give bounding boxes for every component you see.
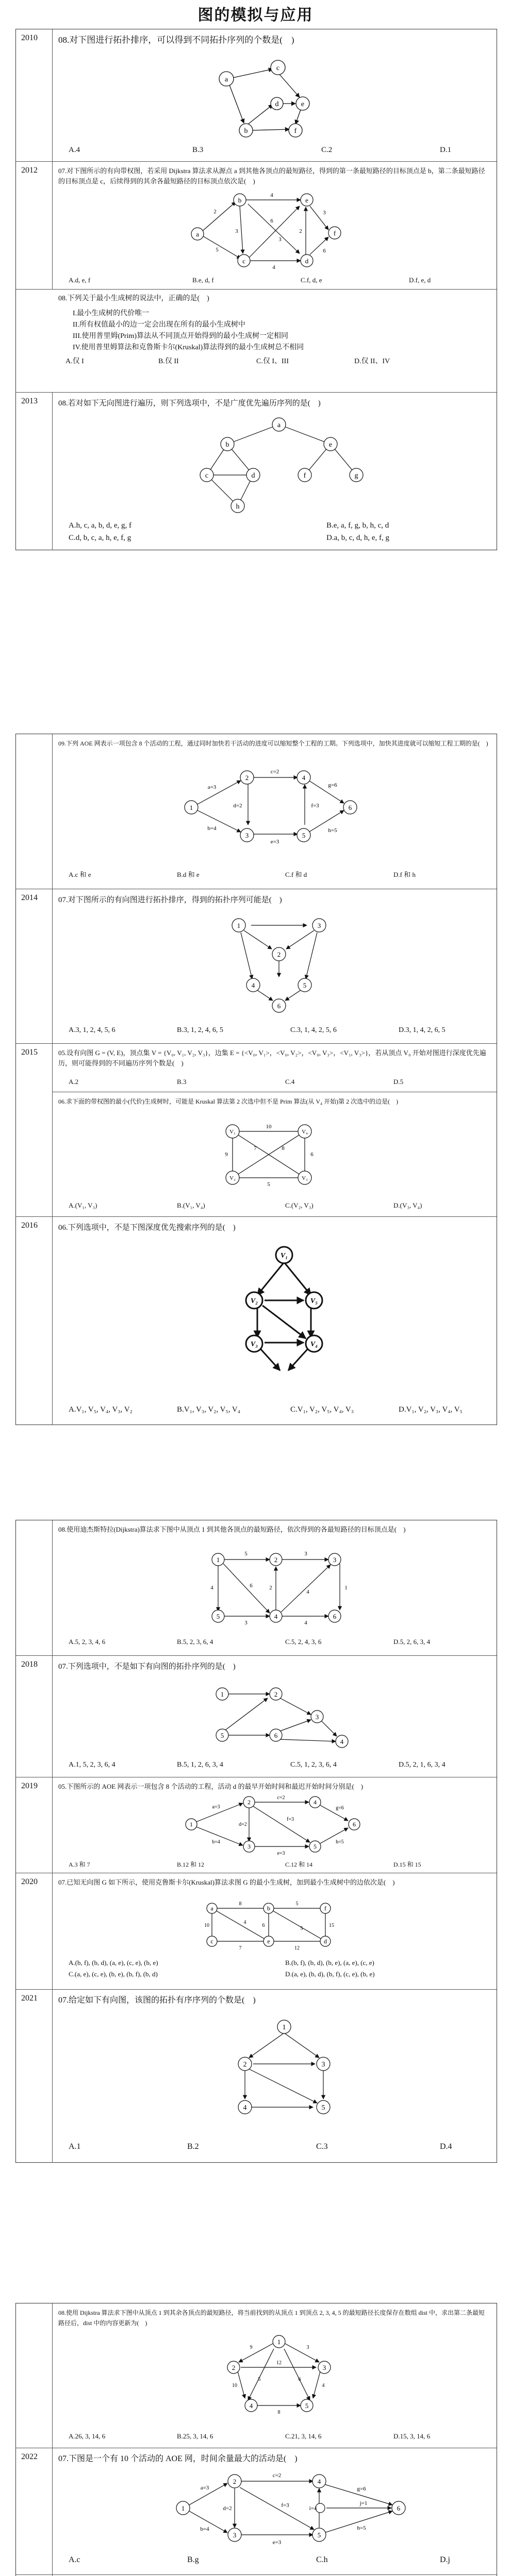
- graph-2014: [202, 910, 356, 1018]
- year-label: 2012: [16, 162, 53, 290]
- svg-text:V₂: V₂: [229, 1175, 236, 1181]
- svg-text:a=3: a=3: [207, 784, 217, 790]
- svg-text:6: 6: [298, 2377, 301, 2382]
- svg-text:9: 9: [225, 1151, 228, 1158]
- graph-2010: [186, 52, 341, 145]
- svg-text:V₄: V₄: [302, 1129, 308, 1135]
- svg-text:6: 6: [397, 2504, 401, 2512]
- svg-text:5: 5: [267, 1181, 270, 1188]
- svg-text:4: 4: [306, 1589, 309, 1595]
- question-text: 07.已知无向图 G 如下所示，使用克鲁斯卡尔(Kruskal)算法求图 G 的最小生成树，加到最小生成树中的边依次是( ): [58, 1878, 395, 1886]
- svg-text:5: 5: [302, 832, 306, 839]
- question-text: 07.对下图所示的有向图进行拓扑排序，得到的拓扑序列可能是( ): [58, 896, 282, 904]
- year-label: 2021: [16, 1990, 53, 2163]
- svg-text:2: 2: [243, 2061, 247, 2069]
- svg-text:4: 4: [272, 264, 275, 270]
- svg-text:4: 4: [251, 981, 255, 989]
- svg-text:V₃: V₃: [250, 1341, 258, 1348]
- svg-text:b=4: b=4: [200, 2526, 209, 2532]
- graph-2020: [191, 1897, 356, 1954]
- svg-text:5: 5: [220, 1732, 224, 1739]
- svg-text:h=5: h=5: [336, 1839, 344, 1845]
- svg-text:V₁: V₁: [229, 1129, 236, 1135]
- graph-2013: [176, 413, 403, 516]
- svg-text:6: 6: [277, 1002, 281, 1010]
- svg-text:d: d: [324, 1938, 327, 1945]
- row-aoe: 09.下列 AOE 网表示一项包含 8 个活动的工程，通过同时加快若干活动的进度可以缩短整个工程的工期。下列选项中，加快其进度就可以缩短工程工期的是( ) 1 2 3 4 5 6 a=3 b=4 c=2 d=2 e=3 f=3 g=6 h=5 A.c 和 e B.d 和 e C.f 和 d D.f 和 h: [16, 734, 497, 889]
- svg-text:4: 4: [210, 1585, 213, 1591]
- svg-text:6: 6: [250, 1583, 253, 1589]
- svg-text:4: 4: [302, 774, 306, 782]
- svg-text:1: 1: [216, 1556, 220, 1564]
- svg-text:6: 6: [274, 1732, 278, 1739]
- svg-text:a: a: [210, 1905, 213, 1912]
- question-text: 07.对下图所示的有向带权图，若采用 Dijkstra 算法求从源点 a 到其他各顶点的最短路径，得到的第一条最短路径的目标顶点是 b，第二条最短路径的目标顶点是 c，后续得到的其余各最短路径的目标顶点依次是( ): [58, 167, 485, 185]
- svg-text:2: 2: [277, 951, 281, 958]
- svg-text:g: g: [354, 472, 358, 480]
- svg-text:c: c: [205, 472, 209, 480]
- svg-text:1: 1: [190, 1821, 193, 1828]
- svg-text:5: 5: [244, 1551, 248, 1557]
- svg-text:5: 5: [305, 2402, 309, 2410]
- svg-text:2: 2: [299, 228, 302, 234]
- year-label: 2020: [16, 1873, 53, 1990]
- svg-text:2: 2: [213, 209, 217, 215]
- panel-4: [15, 2303, 497, 2576]
- svg-text:8: 8: [282, 1145, 285, 1151]
- option-a: A.4: [69, 146, 80, 154]
- row-2015: 2015 05.设有向图 G = (V, E)，顶点集 V = {V₀, V₁, V₂, V₃}，边集 E = {<V₀, V₁>，<V₀, V₂>，<V₀, V₃>，<V₁, V₃>}，若从顶点 V₀ 开始对图进行深度优先遍历，则可能得到的不同遍历序列个数是( ) A.2 B.3 C.4 D.5: [16, 1043, 497, 1092]
- svg-text:g=6: g=6: [336, 1805, 344, 1811]
- svg-text:j=1: j=1: [359, 2500, 368, 2506]
- node-label: a: [224, 76, 228, 83]
- question-text: 08.下列关于最小生成树的说法中，正确的是( ): [58, 295, 209, 302]
- svg-text:5: 5: [295, 1901, 299, 1907]
- svg-text:b=4: b=4: [212, 1839, 220, 1845]
- node-label: b: [244, 127, 248, 135]
- svg-text:e: e: [328, 441, 333, 449]
- option-d: D.1: [440, 146, 452, 154]
- node-label: d: [275, 100, 279, 108]
- svg-text:b: b: [267, 1905, 270, 1912]
- row-2021: 2021 07.给定如下有向图，该图的拓扑有序序列的个数是( ) 1 2 3 4 5 A.1 B.2 C.3 D.4: [16, 1989, 497, 2163]
- svg-text:8: 8: [239, 1901, 242, 1907]
- svg-text:12: 12: [294, 1945, 300, 1951]
- svg-text:3: 3: [233, 2531, 237, 2539]
- year-label: [16, 734, 53, 889]
- node-label: c: [276, 64, 280, 72]
- svg-text:5: 5: [258, 2377, 261, 2382]
- node-label: e: [301, 100, 305, 108]
- question-text: 08.若对如下无向图进行遍历，则下列选项中，不是广度优先遍历序列的是( ): [58, 399, 321, 408]
- row-dijkstra-2: 08.使用 Dijkstra 算法求下图中从顶点 1 到其余各顶点的最短路径，将当前找到的从顶点 1 到顶点 2, 3, 4, 5 的最短路径长度保存在数组 dist 中，求出第二条最短路径后，dist 中的内容更新为( ) 1 2 3 4 5 9 3 5 6 10 4 12 8 A.26, 3, 14, 6 B.25, 3, 14, 6 C.21, 3, 14, 6 D.15, 3, 14, 6: [16, 2303, 497, 2448]
- svg-text:a: a: [277, 421, 281, 429]
- row-2019: 2019 05.下图所示的 AOE 网表示一项包含 8 个活动的工程，活动 d 的最早开始时间和最迟开始时间分别是( ) 1 2 3 4 5 6 a=3 b=4 c=2 d=2 e=3 f=3 g=6 h=5 A.3 和 7 B.12 和 12 C.12 和 14 D.15 和 15: [16, 1777, 497, 1873]
- svg-text:h=5: h=5: [357, 2525, 366, 2531]
- svg-text:V₃: V₃: [302, 1175, 308, 1181]
- row-2016: 2016 06.下列选项中，不是下图深度优先搜索序列的是( ) V₁ V₂ V₅ V₃ V₄ A.V₁, V₅, V₄, V₃, V₂ B.V₁, V₃, V₂, V₅, V₄ C.V₁, V₂, V₅, V₄, V₃ D.V₁, V₂, V₃, V₄, V₅: [16, 1216, 497, 1425]
- graph-2015: [212, 1116, 325, 1193]
- row-2015-mst: 06.求下面的带权图的最小(代价)生成树时，可能是 Kruskal 算法第 2 次选中但不是 Prim 算法(从 V₄ 开始)第 2 次选中的边是( ) V₁ V₄ V₂ V₃ 10 9 6 5 7 8 A.(V₁, V₃) B.(V₁, V₄) C.(V₂, V₃) D.(V₃, V₄): [52, 1092, 497, 1217]
- row-dijkstra: 08.使用迪杰斯特拉(Dijkstra)算法求下图中从顶点 1 到其他各顶点的最短路径，依次得到的各最短路径的目标顶点是( ) 1 2 3 5 4 6 5 4 6 3 3 2 4 1 4 A.5, 2, 3, 4, 6 B.5, 2, 3, 6, 4 C.5, 2, 4, 3, 6 D.5, 2, 6, 3, 4: [16, 1520, 497, 1655]
- svg-text:1: 1: [189, 804, 193, 811]
- svg-text:c=2: c=2: [277, 1795, 285, 1801]
- svg-text:3: 3: [322, 2364, 326, 2371]
- year-label: 2022: [16, 2448, 53, 2575]
- question-text: 06.下列选项中，不是下图深度优先搜索序列的是( ): [58, 1224, 236, 1232]
- question-text: 05.下图所示的 AOE 网表示一项包含 8 个活动的工程，活动 d 的最早开始时间和最迟开始时间分别是( ): [58, 1783, 364, 1790]
- svg-text:4: 4: [243, 1920, 246, 1925]
- svg-text:4: 4: [274, 1613, 278, 1620]
- svg-text:4: 4: [249, 2402, 253, 2410]
- svg-text:1: 1: [344, 1585, 348, 1591]
- svg-text:3: 3: [278, 236, 282, 243]
- svg-text:i=4: i=4: [309, 2505, 317, 2512]
- svg-text:V₄: V₄: [310, 1341, 318, 1348]
- graph-2021: [207, 2012, 361, 2131]
- svg-text:e=3: e=3: [272, 2539, 282, 2546]
- row-2013-mst: 08.下列关于最小生成树的说法中，正确的是( ) I.最小生成树的代价唯一 II.所有权值最小的边一定会出现在所有的最小生成树中 III.使用普里姆(Prim)算法从不同顶点开始得到的最小生成树一定相同 IV.使用普里姆算法和克鲁斯卡尔(Kruskal)算法得到的最小生成树总不相同 A.仅 I B.仅 II C.仅 I、III D.仅 II、IV: [16, 289, 497, 393]
- svg-text:10: 10: [266, 1124, 272, 1130]
- svg-text:10: 10: [232, 2383, 237, 2388]
- svg-text:a: a: [196, 230, 199, 238]
- svg-text:1: 1: [220, 1690, 224, 1698]
- svg-text:10: 10: [204, 1923, 209, 1928]
- svg-text:3: 3: [321, 2061, 325, 2069]
- svg-text:4: 4: [314, 1799, 317, 1806]
- svg-text:4: 4: [340, 1738, 344, 1745]
- svg-text:3: 3: [244, 1620, 248, 1626]
- svg-text:2: 2: [245, 774, 249, 782]
- svg-text:5: 5: [321, 2104, 325, 2112]
- question-text: 09.下列 AOE 网表示一项包含 8 个活动的工程，通过同时加快若干活动的进度可以缩短整个工程的工期。下列选项中，加快其进度就可以缩短工程工期的是( ): [58, 740, 488, 747]
- svg-text:1: 1: [237, 922, 241, 929]
- svg-text:f=3: f=3: [311, 803, 319, 809]
- svg-text:d: d: [251, 472, 255, 480]
- svg-text:d=2: d=2: [223, 2505, 232, 2512]
- year-label: 2016: [16, 1217, 53, 1425]
- question-text: 07.给定如下有向图，该图的拓扑有序序列的个数是( ): [58, 1996, 256, 2005]
- svg-text:2: 2: [274, 1690, 278, 1698]
- svg-text:6: 6: [333, 1613, 337, 1620]
- row-2010: [16, 29, 497, 161]
- svg-text:e: e: [305, 196, 308, 204]
- page-title: 图的模拟与应用: [197, 7, 314, 24]
- graph-2019: [171, 1792, 377, 1859]
- svg-text:6: 6: [262, 1923, 265, 1928]
- svg-text:2: 2: [232, 2364, 236, 2371]
- row-2022: 2022 07.下图是一个有 10 个活动的 AOE 网，时间余量最大的活动是( ) 1 2 3 4 5 6 a=3 b=4 c=2 d=2 e=3 f=3 g=6 h=5 i=4 j=1 A.c B.g C.h D.j: [16, 2448, 497, 2575]
- svg-text:f: f: [303, 472, 306, 480]
- svg-text:5: 5: [216, 247, 219, 253]
- svg-text:7: 7: [239, 1945, 242, 1951]
- svg-text:3: 3: [235, 228, 238, 234]
- svg-text:4: 4: [304, 1620, 307, 1626]
- year-label: 2019: [16, 1777, 53, 1873]
- svg-text:e=3: e=3: [277, 1851, 285, 1856]
- graph-2018: [196, 1679, 361, 1756]
- year-label: [16, 1520, 53, 1655]
- svg-text:b: b: [238, 196, 242, 204]
- statements: I.最小生成树的代价唯一 II.所有权值最小的边一定会出现在所有的最小生成树中 III.使用普里姆(Prim)算法从不同顶点开始得到的最小生成树一定相同 IV.使用普里姆算法和克鲁斯卡尔(Kruskal)算法得到的最小生成树总不相同: [73, 310, 304, 351]
- svg-text:h: h: [236, 503, 240, 511]
- panel-1: [15, 29, 497, 550]
- year-label: [16, 2303, 53, 2448]
- svg-text:9: 9: [250, 2345, 253, 2350]
- svg-text:3: 3: [304, 1551, 307, 1557]
- question-text: 08.使用 Dijkstra 算法求下图中从顶点 1 到其余各顶点的最短路径，将当前找到的从顶点 1 到顶点 2, 3, 4, 5 的最短路径长度保存在数组 dist 中，求出第二条最短路径后，dist 中的内容更新为( ): [58, 2309, 485, 2327]
- question-text: 06.求下面的带权图的最小(代价)生成树时，可能是 Kruskal 算法第 2 次选中但不是 Prim 算法(从 V₄ 开始)第 2 次选中的边是( ): [58, 1098, 399, 1105]
- svg-text:12: 12: [276, 2360, 282, 2366]
- graph-2016: [222, 1240, 346, 1394]
- svg-text:g=6: g=6: [357, 2486, 366, 2492]
- svg-text:4: 4: [243, 2104, 247, 2112]
- graph-dijkstra-2: [202, 2331, 356, 2424]
- svg-text:3: 3: [245, 832, 249, 839]
- question-text: 08.使用迪杰斯特拉(Dijkstra)算法求下图中从顶点 1 到其他各顶点的最短路径，依次得到的各最短路径的目标顶点是( ): [58, 1526, 406, 1533]
- node-label: f: [294, 127, 297, 135]
- year-label: 2015: [16, 1044, 53, 1217]
- svg-text:3: 3: [306, 2345, 309, 2350]
- svg-text:h=5: h=5: [328, 827, 337, 834]
- svg-text:e=3: e=3: [270, 839, 279, 845]
- svg-text:b=4: b=4: [207, 825, 217, 832]
- row-2013: 2013 08.若对如下无向图进行遍历，则下列选项中，不是广度优先遍历序列的是( ) a b e c d f g h A.h, c, a, b, d, e, g, f B.e, a, f, g, b, h, c, d C.d, b, c, a, h, e, f, g D.a, b, c, d, h, e, f, g: [16, 392, 497, 550]
- svg-text:1: 1: [282, 2024, 286, 2031]
- question-text: 07.下图是一个有 10 个活动的 AOE 网，时间余量最大的活动是( ): [58, 2454, 298, 2463]
- svg-text:e: e: [267, 1938, 270, 1945]
- svg-text:6: 6: [323, 248, 326, 254]
- graph-dijkstra: [186, 1544, 372, 1632]
- svg-text:b: b: [225, 441, 229, 449]
- graph-2012: [171, 187, 356, 274]
- svg-text:3: 3: [248, 1843, 251, 1850]
- year-label: 2014: [16, 889, 53, 1044]
- svg-text:g=6: g=6: [328, 782, 337, 788]
- svg-text:15: 15: [329, 1923, 334, 1928]
- svg-text:1: 1: [277, 2338, 281, 2346]
- question-text: 08.对下图进行拓扑排序，可以得到不同拓扑序列的个数是( ): [58, 35, 294, 45]
- year-label: 2010: [16, 29, 53, 161]
- question-text: 05.设有向图 G = (V, E)，顶点集 V = {V₀, V₁, V₂, V₃}，边集 E = {<V₀, V₁>，<V₀, V₂>，<V₀, V₃>，<V₁, V₃>}，若从顶点 V₀ 开始对图进行深度优先遍历，则可能得到的不同遍历序列个数是( ): [58, 1049, 486, 1067]
- svg-text:V₁: V₁: [280, 1252, 288, 1260]
- svg-text:c=2: c=2: [272, 2472, 282, 2479]
- svg-text:f=3: f=3: [287, 1817, 294, 1822]
- svg-text:V₅: V₅: [310, 1297, 318, 1305]
- row-2020: 2020 07.已知无向图 G 如下所示，使用克鲁斯卡尔(Kruskal)算法求图 G 的最小生成树，加到最小生成树中的边依次是( ) a b f c e d 8 5 10 7 12 6 15 4 5 A.(b, f), (b, d), (a, e), (c, e), (b, e) B.(b, f), (b, d), (b, e), (a, e), (c, e) C.(a, e), (c, e), (b, e), (b, f), (b, d) D.(a, e), (b, d), (b, f), (c, e), (b, e): [16, 1873, 497, 1990]
- row-2018: 2018 07.下列选项中，不是如下有向图的拓扑序列的是( ) 1 2 3 5 6 4 A.1, 5, 2, 3, 6, 4 B.5, 1, 2, 6, 3, 4 C.5, 1, 2, 3, 6, 4 D.5, 2, 1, 6, 3, 4: [16, 1655, 497, 1777]
- svg-text:2: 2: [274, 1556, 278, 1564]
- svg-text:2: 2: [248, 1799, 251, 1806]
- year-label: 2013: [16, 393, 53, 550]
- svg-text:6: 6: [310, 1151, 314, 1158]
- panel-2: [15, 734, 497, 1425]
- svg-text:f=3: f=3: [281, 2502, 289, 2509]
- svg-text:d=2: d=2: [239, 1822, 247, 1827]
- svg-text:4: 4: [322, 2383, 325, 2388]
- row-2012: 2012 07.对下图所示的有向带权图，若采用 Dijkstra 算法求从源点 a 到其他各顶点的最短路径，得到的第一条最短路径的目标顶点是 b，第二条最短路径的目标顶点是 c，后续得到的其余各最短路径的目标顶点依次是( ) a b c e d f 2 5 4 3 6 3 4 3 6 2 A.d, e, f B.e, d, f C.f, d, e D.f, e, d: [16, 161, 497, 290]
- graph-2022: [166, 2467, 434, 2549]
- svg-text:c=2: c=2: [270, 769, 279, 775]
- svg-text:6: 6: [348, 804, 352, 811]
- svg-text:a=3: a=3: [212, 1804, 220, 1810]
- svg-text:a=3: a=3: [200, 2485, 209, 2491]
- svg-text:8: 8: [277, 2410, 281, 2415]
- svg-text:5: 5: [314, 1843, 317, 1850]
- svg-text:f: f: [333, 229, 336, 237]
- svg-text:2: 2: [233, 2478, 237, 2485]
- svg-text:3: 3: [323, 210, 326, 216]
- option-b: B.3: [192, 146, 204, 154]
- svg-text:6: 6: [270, 218, 273, 224]
- svg-text:6: 6: [353, 1821, 356, 1828]
- svg-text:3: 3: [315, 1713, 319, 1721]
- svg-text:d: d: [305, 257, 309, 265]
- svg-text:5: 5: [303, 981, 307, 989]
- year-label: 2018: [16, 1656, 53, 1777]
- question-text: 07.下列选项中，不是如下有向图的拓扑序列的是( ): [58, 1663, 236, 1671]
- svg-text:3: 3: [317, 922, 321, 929]
- panel-3: [15, 1520, 497, 2163]
- svg-text:f: f: [324, 1905, 326, 1912]
- option-c: C.2: [321, 146, 333, 154]
- svg-text:5: 5: [317, 2531, 321, 2539]
- svg-text:4: 4: [270, 192, 273, 198]
- svg-text:5: 5: [216, 1613, 220, 1620]
- svg-text:d=2: d=2: [233, 803, 242, 809]
- svg-text:V₂: V₂: [250, 1297, 258, 1305]
- svg-text:1: 1: [181, 2504, 185, 2512]
- svg-text:3: 3: [333, 1556, 337, 1564]
- svg-text:c: c: [242, 257, 245, 265]
- svg-text:2: 2: [269, 1585, 272, 1591]
- svg-text:4: 4: [317, 2478, 321, 2485]
- graph-aoe: [160, 760, 387, 853]
- row-2014: 2014 07.对下图所示的有向图进行拓扑排序，得到的拓扑序列可能是( ) 1 3 2 4 5 6 A.3, 1, 2, 4, 5, 6 B.3, 1, 2, 4, 6, 5 C.3, 1, 4, 2, 5, 6 D.3, 1, 4, 2, 6, 5: [16, 889, 497, 1044]
- svg-text:c: c: [210, 1938, 213, 1945]
- svg-text:7: 7: [254, 1145, 257, 1151]
- svg-text:5: 5: [300, 1926, 303, 1931]
